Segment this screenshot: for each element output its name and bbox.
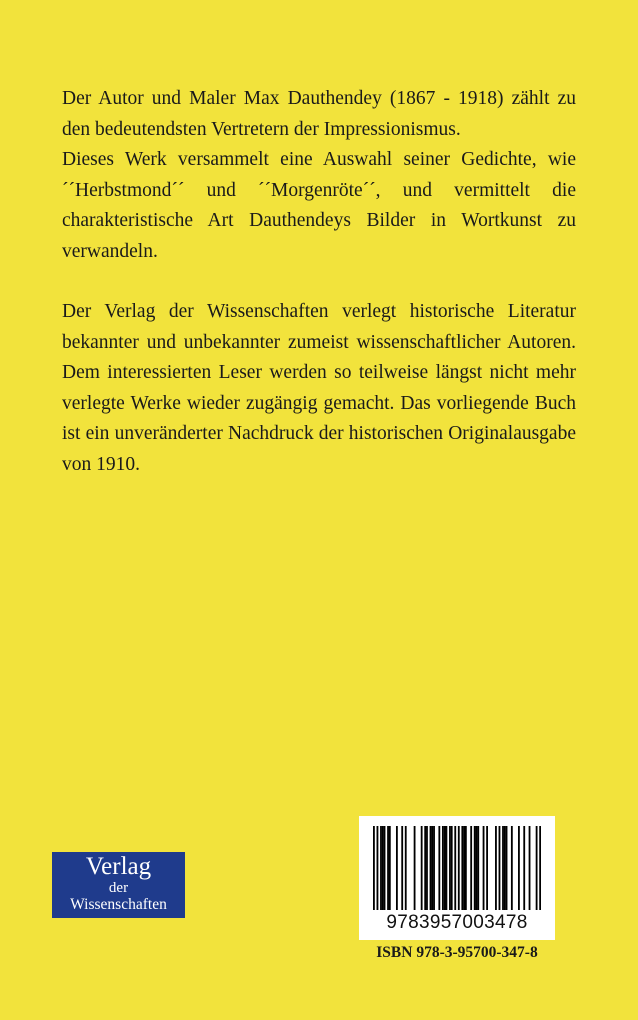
barcode-bar — [495, 826, 497, 910]
barcode-digits: 9783957003478 — [386, 912, 528, 933]
barcode-box — [359, 816, 555, 940]
barcode-bar — [465, 826, 467, 910]
blurb-paragraph-publisher: Der Verlag der Wissenschaften verlegt historische Literatur bekannter und unbekannter zumeist wissenschaftlicher Autoren. Dem interessierten Leser werden so teilweise längst nicht mehr verlegte Werke wieder zugängig gemacht. Das vorliegende Buch ist ein unveränderter Nachdruck der historischen Originalausgabe von 1910. — [62, 301, 576, 475]
barcode-bar — [536, 826, 538, 910]
barcode-bar — [401, 826, 403, 910]
barcode-bar — [433, 826, 435, 910]
barcode-bar — [444, 826, 446, 910]
barcode-bars — [373, 826, 541, 910]
barcode-bar — [518, 826, 520, 910]
barcode-bar — [502, 826, 504, 910]
barcode-bar — [446, 826, 448, 910]
barcode-bar — [458, 826, 460, 910]
barcode-bar — [430, 826, 432, 910]
barcode-bar — [476, 826, 478, 910]
barcode-bar — [431, 826, 433, 910]
barcode-bar — [474, 826, 476, 910]
logo-line-verlag: Verlag — [85, 853, 152, 880]
barcode-bar — [454, 826, 456, 910]
barcode-bar — [414, 826, 416, 910]
logo-line-wissenschaften: Wissenschaften — [70, 896, 167, 913]
barcode-bar — [486, 826, 488, 910]
barcode-bar — [461, 826, 463, 910]
barcode-bar — [380, 826, 382, 910]
barcode-bar — [483, 826, 485, 910]
barcode-bar — [463, 826, 465, 910]
publisher-logo — [52, 852, 185, 918]
blurb-paragraph-author: Der Autor und Maler Max Dauthendey (1867 - 1918) zählt zu den bedeutendsten Vertretern der Impressionismus. — [62, 88, 576, 140]
barcode-bar — [382, 826, 384, 910]
barcode-bar — [470, 826, 472, 910]
barcode-bar — [499, 826, 501, 910]
barcode-bar — [387, 826, 389, 910]
barcode-bar — [529, 826, 531, 910]
barcode-bar — [477, 826, 479, 910]
barcode-bar — [539, 826, 541, 910]
barcode-bar — [451, 826, 453, 910]
barcode-bar — [426, 826, 428, 910]
barcode-bar — [506, 826, 508, 910]
barcode-bar — [449, 826, 451, 910]
barcode-bar — [511, 826, 513, 910]
barcode-bar — [384, 826, 386, 910]
barcode-bar — [523, 826, 525, 910]
logo-line-der: der — [108, 880, 129, 896]
barcode-bar — [389, 826, 391, 910]
barcode-bar — [424, 826, 426, 910]
barcode-bar — [377, 826, 379, 910]
barcode-bar — [405, 826, 407, 910]
isbn-label: ISBN 978-3-95700-347-8 — [376, 944, 538, 961]
back-cover-blurb — [62, 84, 576, 480]
blurb-paragraph-work: Dieses Werk versammelt eine Auswahl seiner Gedichte, wie ´´Herbstmond´´ und ´´Morgenröte´´, und vermittelt die charakteristische Art Dauthendeys Bilder in Wortkunst zu verwandeln. — [62, 149, 576, 262]
barcode-bar — [421, 826, 423, 910]
barcode-bar — [438, 826, 440, 910]
barcode-bar — [373, 826, 375, 910]
barcode-bar — [396, 826, 398, 910]
barcode-bar — [504, 826, 506, 910]
barcode-bar — [442, 826, 444, 910]
